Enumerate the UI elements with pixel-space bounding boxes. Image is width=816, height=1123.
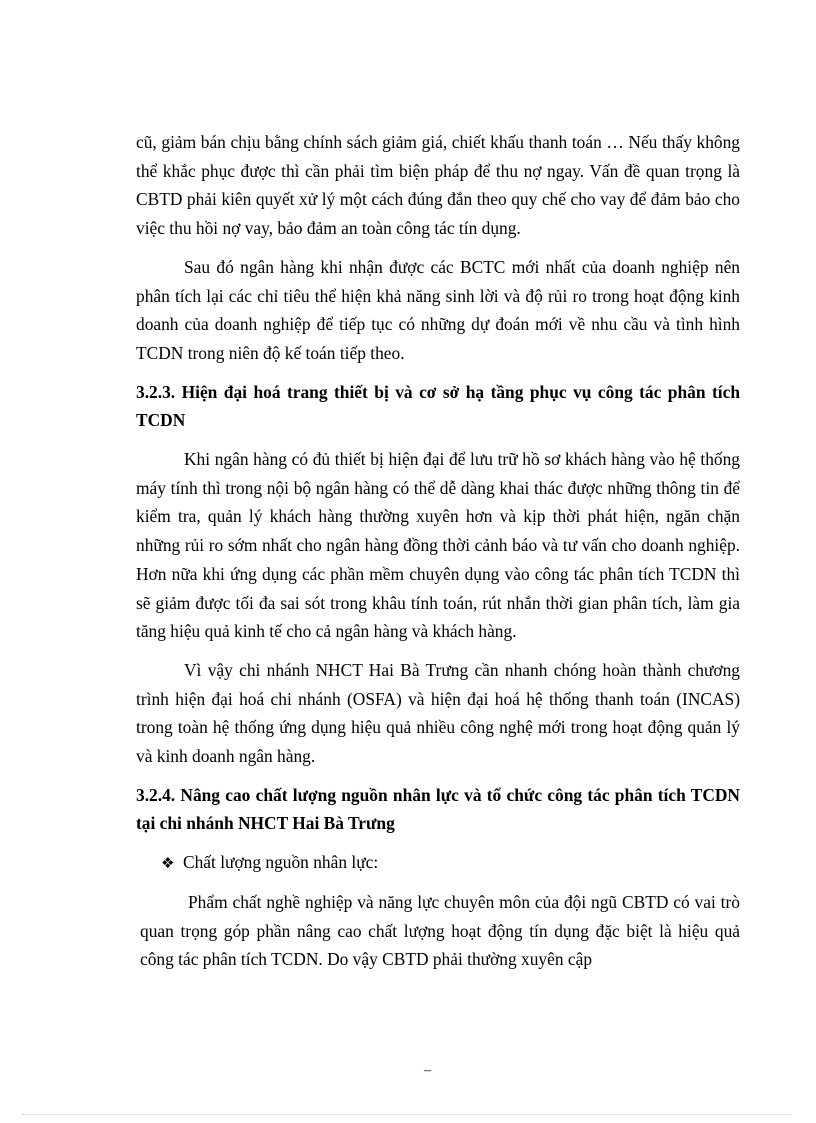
paragraph-branch-modernization: Vì vậy chi nhánh NHCT Hai Bà Trưng cần nhanh chóng hoàn thành chương trình hiện đại hoá chi nhánh (OSFA) và hiện đại hoá hệ thống thanh toán (INCAS) trong toàn hệ thống ứng dụng hiệu quả nhiều công nghệ mới trong hoạt động quản lý và kinh doanh ngân hàng. [136, 659, 740, 767]
page-bottom-divider [22, 1114, 792, 1115]
section-heading-3-2-3: 3.2.3. Hiện đại hoá trang thiết bị và cơ sở hạ tầng phục vụ công tác phân tích TCDN [136, 381, 740, 431]
section-heading-3-2-4: 3.2.4. Nâng cao chất lượng nguồn nhân lực và tổ chức công tác phân tích TCDN tại chi nhánh NHCT Hai Bà Trưng [136, 784, 740, 834]
paragraph-continuation: cũ, giảm bán chịu bằng chính sách giảm giá, chiết khấu thanh toán … Nếu thấy không thể khắc phục được thì cần phải tìm biện pháp để thu nợ ngay. Vấn đề quan trọng là CBTD phải kiên quyết xử lý một cách đúng đắn theo quy chế cho vay để đảm bảo cho việc thu hồi nợ vay, bảo đảm an toàn công tác tín dụng. [136, 132, 740, 239]
diamond-bullet-icon: ❖ [161, 854, 175, 873]
paragraph-modern-equipment: Khi ngân hàng có đủ thiết bị hiện đại để lưu trữ hồ sơ khách hàng vào hệ thống máy tính thì trong nội bộ ngân hàng có thể dễ dàng khai thác được những thông tin để kiểm tra, quản lý khách hàng thường xuyên hơn và kịp thời phát hiện, ngăn chặn những rủi ro sớm nhất cho ngân hàng đồng thời cảnh báo và tư vấn cho doanh nghiệp. Hơn nữa khi ứng dụng các phần mềm chuyên dụng vào công tác phân tích TCDN thì sẽ giảm được tối đa sai sót trong khâu tính toán, rút nhắn thời gian phân tích, làm gia tăng hiệu quả kinh tế cho cả ngân hàng và khách hàng. [136, 449, 740, 642]
bullet-item-human-resources [136, 848, 740, 878]
paragraph-staff-quality: Phẩm chất nghề nghiệp và năng lực chuyên môn của đội ngũ CBTD có vai trò quan trọng góp phần nâng cao chất lượng hoạt động tín dụng đặc biệt là hiệu quả công tác phân tích TCDN. Do vậy CBTD phải thường xuyên cập [140, 891, 740, 970]
paragraph-bctc-analysis: Sau đó ngân hàng khi nhận được các BCTC mới nhất của doanh nghiệp nên phân tích lại các chỉ tiêu thể hiện khả năng sinh lời và độ rủi ro trong hoạt động kinh doanh của doanh nghiệp để tiếp tục có những dự đoán mới về nhu cầu và tình hình TCDN trong niên độ kế toán tiếp theo. [136, 256, 740, 363]
page-number: – [424, 1063, 431, 1078]
document-body [136, 128, 740, 984]
bullet-item-label: Chất lượng nguồn nhân lực: [183, 852, 379, 873]
